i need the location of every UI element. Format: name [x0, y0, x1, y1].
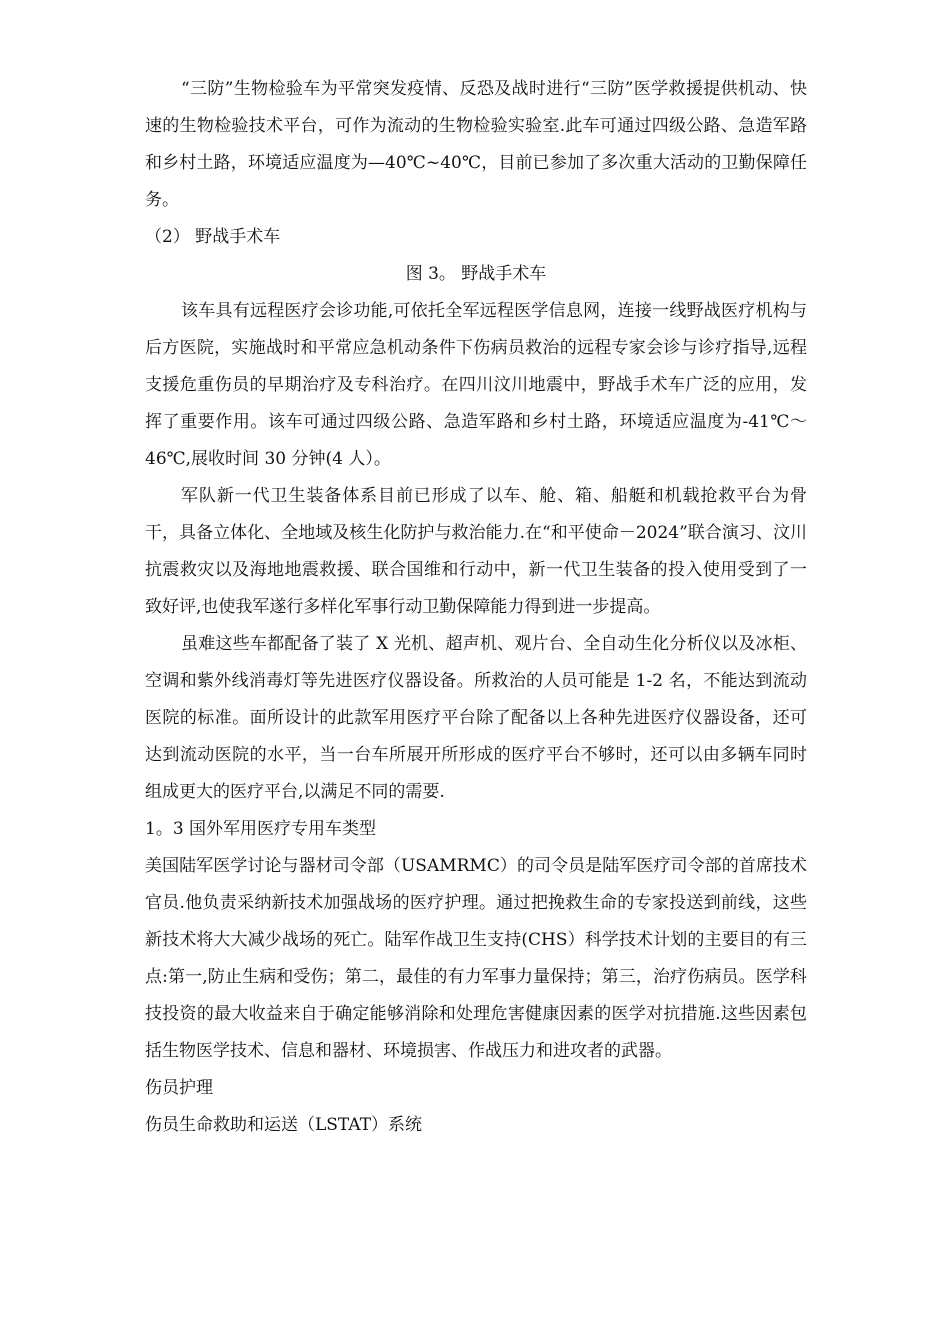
section-heading-lstat: 伤员生命救助和运送（LSTAT）系统 — [145, 1115, 423, 1135]
paragraph-platform-design: 虽难这些车都配备了装了 X 光机、超声机、观片台、全自动生化分析仪以及冰柜、空调和紫外线消毒灯等先进医疗仪器设备。所救治的人员可能是 1-2 名，不能达到流动医院的标准。面所设计的此款军用医疗平台除了配备以上各种先进医疗仪器设备，还可达到流动医院的水平，当一台车所展开所形成的医疗平台不够时，还可以由多辆车同时组成更大的医疗平台,以满足不同的需要. — [145, 634, 807, 802]
section-heading-casualty-care: 伤员护理 — [145, 1078, 213, 1098]
section-heading-field-surgery-vehicle: （2） 野战手术车 — [145, 227, 281, 247]
paragraph-field-surgery-vehicle: 该车具有远程医疗会诊功能,可依托全军远程医学信息网，连接一线野战医疗机构与后方医院，实施战时和平常应急机动条件下伤病员救治的远程专家会诊与诊疗指导,远程支援危重伤员的早期治疗及专科治疗。在四川汶川地震中，野战手术车广泛的应用，发挥了重要作用。该车可通过四级公路、急造军路和乡村土路，环境适应温度为-41℃～46℃,展收时间 30 分钟(4 人）。 — [145, 301, 807, 469]
paragraph-biological-test-vehicle: “三防”生物检验车为平常突发疫情、反恐及战时进行“三防”医学救援提供机动、快速的生物检验技术平台，可作为流动的生物检验实验室.此车可通过四级公路、急造军路和乡村土路，环境适应温度为—40℃~40℃，目前已参加了多次重大活动的卫勤保障任务。 — [145, 79, 807, 210]
paragraph-usamrmc: 美国陆军医学讨论与器材司令部（USAMRMC）的司令员是陆军医疗司令部的首席技术官员.他负责采纳新技术加强战场的医疗护理。通过把挽救生命的专家投送到前线，这些新技术将大大减少战场的死亡。陆军作战卫生支持(CHS）科学技术计划的主要目的有三点:第一,防止生病和受伤；第二，最佳的有力军事力量保持；第三，治疗伤病员。医学科技投资的最大收益来自于确定能够消除和处理危害健康因素的医学对抗措施.这些因素包括生物医学技术、信息和器材、环境损害、作战压力和进攻者的武器。 — [145, 856, 807, 1061]
figure-caption-3: 图 3。 野战手术车 — [405, 264, 547, 284]
section-heading-foreign-vehicles: 1。3 国外军用医疗专用车类型 — [145, 819, 377, 839]
document-page — [145, 71, 807, 1144]
paragraph-medical-equipment-system: 军队新一代卫生装备体系目前已形成了以车、舱、箱、船艇和机载抢救平台为骨干，具备立体化、全地域及核生化防护与救治能力.在“和平使命－2024”联合演习、汶川抗震救灾以及海地地震救援、联合国维和行动中，新一代卫生装备的投入使用受到了一致好评,也使我军遂行多样化军事行动卫勤保障能力得到进一步提高。 — [145, 486, 807, 617]
